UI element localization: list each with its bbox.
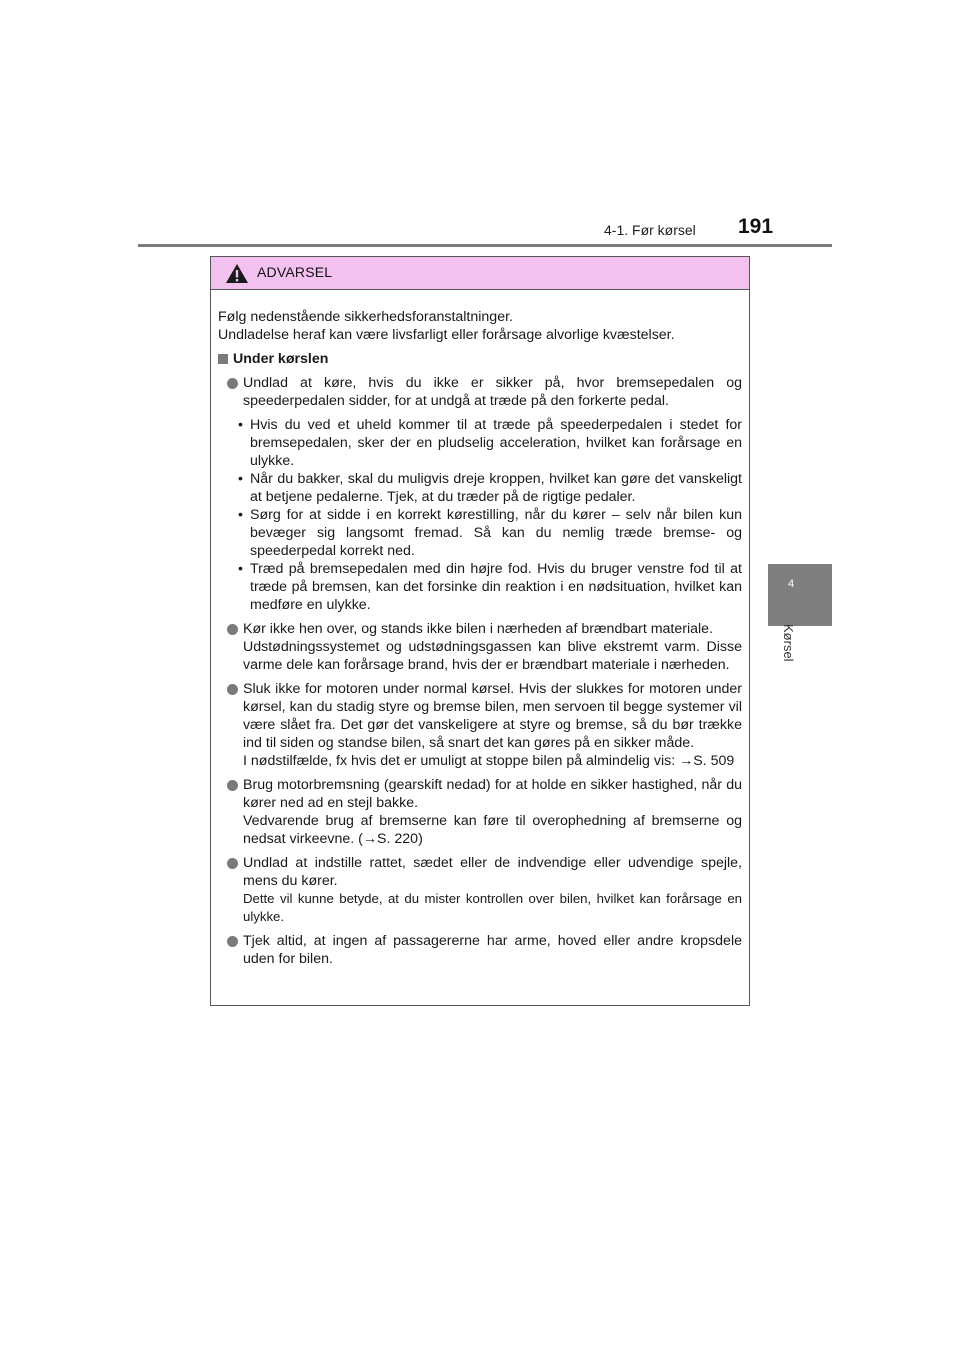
bullet-paragraph: Udstødningssystemet og udstødningsgassen kan blive ekstremt varm. Disse varme dele kan forårsage brand, hvis der er brændbart materiale i nærheden.: [243, 639, 742, 673]
sub-list: [218, 416, 742, 614]
subheading: [218, 350, 742, 368]
bullet-paragraph: Undlad at indstille rattet, sædet eller de indvendige eller udvendige spejle, mens du kører.: [243, 855, 742, 889]
bullet-dot-icon: [227, 378, 238, 389]
bullet-dot-icon: [227, 624, 238, 635]
warning-box: [210, 256, 750, 1006]
warning-triangle-icon: [225, 263, 249, 289]
bullet-paragraph: Brug motorbremsning (gearskift nedad) for at holde en sikker hastighed, når du kører ned ad en stejl bakke.: [243, 777, 742, 811]
intro-line: Følg nedenstående sikkerhedsforanstaltninger.: [218, 309, 513, 325]
list-item: [218, 680, 742, 770]
bullet-paragraph: Tjek altid, at ingen af passagererne har arme, hoved eller andre kropsdele uden for bilen.: [243, 933, 742, 967]
sub-list-item: • Hvis du ved et uheld kommer til at træde på speederpedalen i stedet for bremsepedalen, sker der en pludselig acceleration, hvilket kan forårsage en ulykke.: [238, 417, 742, 469]
sub-list-text: Når du bakker, skal du muligvis dreje kroppen, hvilket kan gøre det vanskeligt at betjene pedalerne. Tjek, at du træder på de rigtige pedaler.: [250, 471, 742, 505]
bullet-paragraph: Undlad at køre, hvis du ikke er sikker på, hvor bremsepedalen og speederpedalen sidder, for at undgå at træde på den forkerte pedal.: [243, 375, 742, 409]
intro-line: Undladelse heraf kan være livsfarligt eller forårsage alvorlige kvæstelser.: [218, 327, 675, 343]
bullet-paragraph: Dette vil kunne betyde, at du mister kontrollen over bilen, hvilket kan forårsage en ulykke.: [243, 891, 742, 924]
subheading-text: Under kørslen: [233, 351, 329, 367]
warning-header: [211, 257, 749, 290]
square-bullet-icon: [218, 354, 228, 364]
bullet-paragraph: Vedvarende brug af bremserne kan føre til overophedning af bremserne og nedsat virkeevne. (→S. 220): [243, 813, 742, 847]
chapter-number: 4: [788, 578, 795, 590]
section-title: 4-1. Før kørsel: [604, 222, 696, 238]
bullet-paragraph: Sluk ikke for motoren under normal kørsel. Hvis der slukkes for motoren under kørsel, kan du stadig styre og bremse bilen, men servoen til begge systemer vil være slået fra. Det gør det vanskeligere at styre og bremse, så du bør trække ind til siden og standse bilen, så snart det kan gøres på en sikker måde.: [243, 681, 742, 751]
list-item: [218, 374, 742, 410]
header-rule: [138, 244, 832, 247]
chapter-label: Kørsel: [781, 624, 796, 662]
list-item: [218, 620, 742, 674]
warning-title: ADVARSEL: [257, 264, 333, 280]
list-item: [218, 776, 742, 848]
bullet-paragraph: I nødstilfælde, fx hvis det er umuligt at stoppe bilen på almindelig vis: →S. 509: [243, 753, 735, 769]
sub-list-item: • Sørg for at sidde i en korrekt kørestilling, når du kører – selv når bilen kun bevæger sig langsomt fremad. Så kan du nemlig træde bremse- og speederpedal korrekt ned.: [238, 507, 742, 559]
bullet-dot-icon: [227, 684, 238, 695]
bullet-dot-icon: [227, 858, 238, 869]
list-item: [218, 932, 742, 968]
warning-body: [211, 290, 749, 968]
sub-list-item: • Når du bakker, skal du muligvis dreje kroppen, hvilket kan gøre det vanskeligt at betjene pedalerne. Tjek, at du træder på de rigtige pedaler.: [238, 471, 742, 505]
bullet-dot-icon: [227, 936, 238, 947]
bullet-paragraph: Kør ikke hen over, og stands ikke bilen i nærheden af brændbart materiale.: [243, 621, 714, 637]
page-number: 191: [738, 215, 774, 238]
sub-list-text: Sørg for at sidde i en korrekt kørestilling, når du kører – selv når bilen kun bevæger sig langsomt fremad. Så kan du nemlig træde bremse- og speederpedal korrekt ned.: [250, 507, 742, 559]
bullet-dot-icon: [227, 780, 238, 791]
warning-intro: [218, 308, 742, 344]
list-item: [218, 854, 742, 926]
sub-list-text: Træd på bremsepedalen med din højre fod. Hvis du bruger venstre fod til at træde på bremsen, kan det forsinke din reaktion i en nødsituation, hvilket kan medføre en ulykke.: [250, 561, 742, 613]
chapter-tab: [768, 564, 832, 626]
sub-list-item: • Træd på bremsepedalen med din højre fod. Hvis du bruger venstre fod til at træde på bremsen, kan det forsinke din reaktion i en nødsituation, hvilket kan medføre en ulykke.: [238, 561, 742, 613]
sub-list-text: Hvis du ved et uheld kommer til at træde på speederpedalen i stedet for bremsepedalen, sker der en pludselig acceleration, hvilket kan forårsage en ulykke.: [250, 417, 742, 469]
